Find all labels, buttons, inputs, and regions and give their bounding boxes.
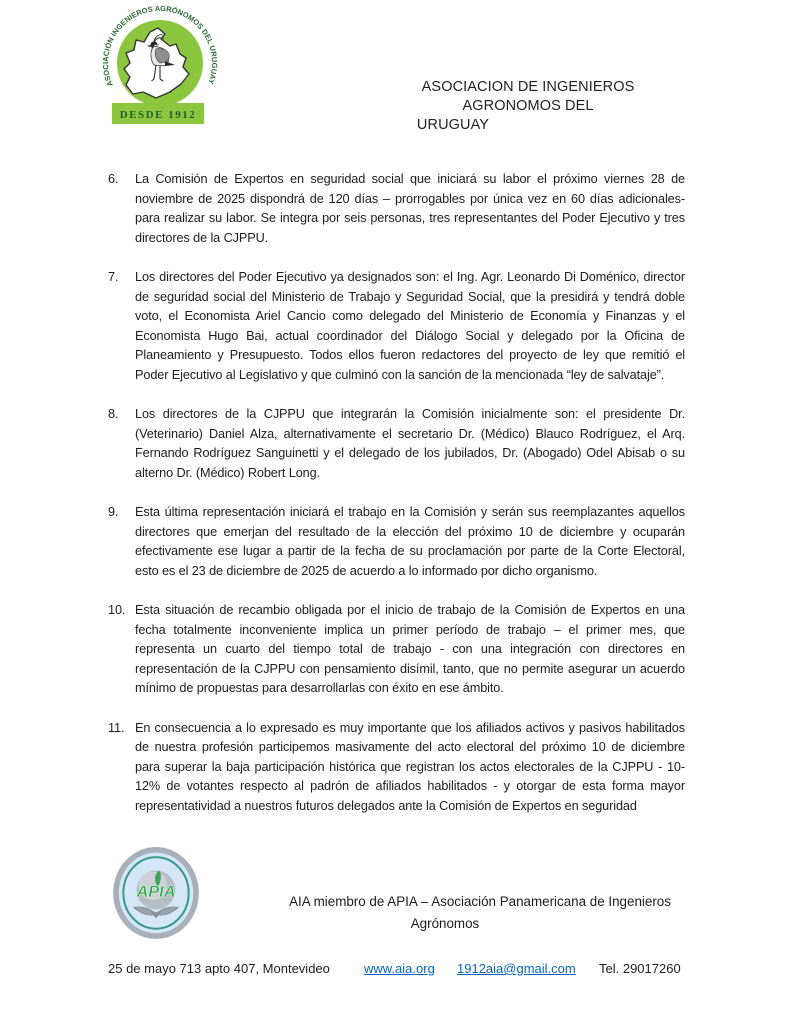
emblem-arc-text: ASOCIACIÓN INGENIEROS AGRÓNOMOS DEL URUGUAY <box>100 4 220 88</box>
paragraph-number: 11. <box>108 720 125 735</box>
paragraph-text: Esta situación de recambio obligada por el inicio de trabajo de la Comisión de Expertos en una fecha totalmente inconveniente implica un primer período de trabajo – el primer mes, que representa un cuarto del tiempo total de trabajo - con una integración con directores en representación de la CJPPU con pensamiento disímil, tanto, que no permite asegurar un acuerdo mínimo de propuestas para desarrollarlas con éxito en ese ámbito. <box>135 603 685 695</box>
membership-line2: Agrónomos <box>410 916 480 931</box>
association-emblem-logo <box>80 4 238 130</box>
paragraph-number: 9. <box>108 505 119 519</box>
paragraph-9 <box>108 503 685 581</box>
apia-logo-text: APIA <box>136 883 176 902</box>
paragraph-8 <box>108 405 685 483</box>
paragraph-10 <box>108 601 685 699</box>
email-link[interactable]: 1912aia@gmail.com <box>457 961 576 976</box>
header-title-line2: URUGUAY <box>416 117 490 133</box>
paragraph-text: La Comisión de Expertos en seguridad social que iniciará su labor el próximo viernes 28 de noviembre de 2025 dispondrá de 120 días – prorrogables por única vez en 60 días adicionales- para realizar su labor. Se integra por seis personas, tres representantes del Poder Ejecutivo y tres directores de la CJPPU. <box>135 172 685 245</box>
document-header-title <box>378 78 678 135</box>
paragraph-number: 6. <box>108 172 119 186</box>
paragraph-7 <box>108 268 685 385</box>
contact-footer <box>0 961 791 981</box>
paragraph-text: Esta última representación iniciará el trabajo en la Comisión y serán sus reemplazantes aquellos directores que emerjan del resultado de la elección del próximo 10 de diciembre y ocuparán efectivamente ese lugar a partir de la fecha de su proclamación por parte de la Corte Electoral, esto es el 23 de diciembre de 2025 de acuerdo a lo informado por dicho organismo. <box>135 505 685 578</box>
website-link[interactable]: www.aia.org <box>364 961 435 976</box>
membership-line1: AIA miembro de APIA – Asociación Panamericana de Ingenieros <box>289 894 671 909</box>
address-text: 25 de mayo 713 apto 407, Montevideo <box>108 961 330 976</box>
apia-logo <box>110 845 202 943</box>
paragraph-text: Los directores del Poder Ejecutivo ya designados son: el Ing. Agr. Leonardo Di Doménico, director de seguridad social del Ministerio de Trabajo y Seguridad Social, que la presidirá y tendrá doble voto, el Economista Ariel Cancio como delegado del Ministerio de Economía y Finanzas y el Economista Hugo Bai, actual coordinador del Diálogo Social y delegado por la Oficina de Planeamiento y Presupuesto. Todos ellos fueron redactores del proyecto de ley que remitió el Poder Ejecutivo al Legislativo y que culminó con la sanción de la mencionada “ley de salvataje”. <box>135 270 685 382</box>
header-title-line1: ASOCIACION DE INGENIEROS AGRONOMOS DEL <box>421 79 635 114</box>
paragraph-text: En consecuencia a lo expresado es muy importante que los afiliados activos y pasivos habilitados de nuestra profesión participemos masivamente del acto electoral del próximo 10 de diciembre para superar la baja participación histórica que registran los actos electorales de la CJPPU - 10-12% de votantes respecto al padrón de afiliados habilitados - y otorgar de esta forma mayor representatividad a nuestros futuros delegados ante la Comisión de Expertos en seguridad <box>135 720 685 813</box>
emblem-banner-text: DESDE 1912 <box>119 109 197 121</box>
paragraph-number: 8. <box>108 407 119 421</box>
membership-statement <box>280 891 680 935</box>
association-emblem-icon <box>80 4 238 130</box>
paragraph-6 <box>108 170 685 248</box>
apia-logo-icon <box>110 845 202 943</box>
paragraph-number: 10. <box>108 603 126 617</box>
paragraph-11 <box>108 719 685 817</box>
paragraph-number: 7. <box>108 270 119 284</box>
paragraph-text: Los directores de la CJPPU que integrarán la Comisión inicialmente son: el presidente Dr. (Veterinario) Daniel Alza, alternativamente el secretario Dr. (Médico) Blauco Rodríguez, el Arq. Fernando Rodríguez Sanguinetti y el delegado de los jubilados, Dr. (Abogado) Odel Abisab o su alterno Dr. (Médico) Robert Long. <box>135 407 685 480</box>
document-body <box>108 170 685 836</box>
phone-text: Tel. 29017260 <box>599 961 681 976</box>
